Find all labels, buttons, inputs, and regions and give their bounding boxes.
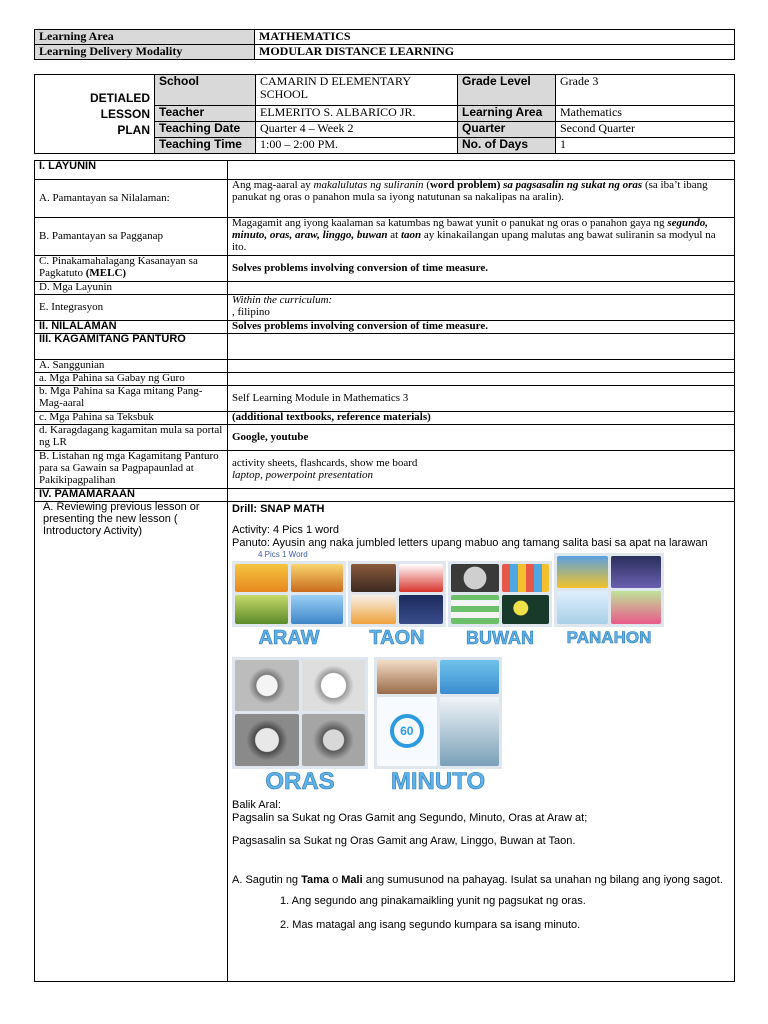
- clocks-picture: [235, 660, 299, 712]
- date-label: Teaching Date: [155, 122, 256, 138]
- word-oras: ORAS: [265, 767, 335, 795]
- modality-label: Learning Delivery Modality: [35, 45, 255, 60]
- sunrise-picture: [235, 564, 288, 593]
- listahan-text: [228, 451, 735, 489]
- school-value: CAMARIN D ELEMENTARY SCHOOL: [256, 75, 458, 106]
- puzzle-caption: 4 Pics 1 Word: [258, 549, 308, 559]
- oras-pictures: [232, 657, 368, 769]
- list-text2: laptop, powerpoint presentation: [232, 468, 374, 481]
- kids-picture: [611, 591, 662, 624]
- time-value: 1:00 – 2:00 PM.: [256, 138, 458, 154]
- activity-title: Activity: 4 Pics 1 word: [232, 524, 339, 537]
- days-value: 1: [556, 138, 735, 154]
- new-year-picture: [351, 595, 396, 624]
- list-text1: activity sheets, flashcards, show me board: [232, 456, 418, 469]
- b-text2: segundo, minuto, oras, araw, linggo, buwan: [232, 217, 708, 241]
- quarter-label: Quarter: [458, 122, 556, 138]
- lesson-plan-table: [34, 160, 735, 982]
- days-label: No. of Days: [458, 138, 556, 154]
- school-label: School: [155, 75, 256, 106]
- grade-label: Grade Level: [458, 75, 556, 106]
- mga-layunin-label: D. Mga Layunin: [35, 282, 228, 295]
- question-item-1: 1. Ang segundo ang pinakamaikling yunit ng pagsukat ng oras.: [280, 895, 586, 908]
- b-text5: ay kinakailangan upang malutas ang bawat suliranin sa modyul na ito.: [232, 228, 716, 253]
- puzzle-oras: [232, 657, 368, 797]
- lightning-picture: [611, 556, 662, 589]
- puzzle-panahon: [554, 553, 664, 651]
- area-label: Learning Area: [458, 106, 556, 122]
- puzzle-row-1: [232, 549, 730, 651]
- old-clocks-picture: [302, 714, 366, 766]
- o-word: o: [329, 874, 342, 887]
- pamantayan-pagganap-text: [228, 218, 735, 256]
- a-text6: (sa iba’t ibang panukat ng oras o panahon mula sa iyong natutunan sa nakalipas na aralin).: [232, 179, 708, 203]
- quarter-value: Second Quarter: [556, 122, 735, 138]
- b-text4: taon: [400, 228, 422, 241]
- date-value: Quarter 4 – Week 2: [256, 122, 458, 138]
- question-item-2: 2. Mas matagal ang isang segundo kumpara sa isang minuto.: [280, 918, 581, 931]
- melc-label: [35, 256, 228, 282]
- crescent-picture: [502, 595, 550, 624]
- sanggunian-label: A. Sanggunian: [35, 360, 228, 373]
- puzzle-taon: [348, 553, 446, 651]
- word-minuto: MINUTO: [390, 767, 486, 795]
- timer-picture: [440, 660, 500, 695]
- mali-word: Mali: [341, 874, 363, 887]
- sagutin-2: ang sumusunod na pahayag. Isulat sa unahan ng bilang ang iyong sagot.: [362, 874, 723, 887]
- stopwatch-60-icon: [390, 714, 424, 748]
- runners-picture: [440, 697, 500, 766]
- dlp-line2: LESSON: [100, 106, 150, 121]
- sunset-picture: [291, 564, 344, 593]
- panahon-pictures: [554, 553, 664, 627]
- gabay-guro-label: a. Mga Pahina sa Gabay ng Guro: [35, 373, 228, 386]
- layunin-header: I. LAYUNIN: [35, 161, 228, 180]
- reviewing-label: A. Reviewing previous lesson or presenting the new lesson ( Introductory Activity): [35, 502, 228, 982]
- sunflower-picture: [557, 556, 608, 589]
- learning-area-label: Learning Area: [35, 30, 255, 45]
- panuto-text: Panuto: Ayusin ang naka jumbled letters upang mabuo ang tamang salita basi sa apat na larawan: [232, 537, 708, 550]
- c-label1: C. Pinakamahalagang Kasanayan sa Pagkatuto: [39, 255, 198, 279]
- teksbuk-text: (additional textbooks, reference materials): [228, 412, 735, 425]
- a-text2: makalulutas ng suliranin: [313, 179, 424, 191]
- fireworks-picture: [399, 595, 444, 624]
- learning-area-table: [34, 29, 735, 60]
- word-buwan: BUWAN: [466, 627, 534, 648]
- integrasyon-label: E. Integrasyon: [35, 295, 228, 321]
- e-text1: Within the curriculum:: [232, 294, 333, 306]
- beach-picture: [291, 595, 344, 624]
- calendar-picture: [399, 564, 444, 593]
- tama-word: Tama: [301, 874, 330, 887]
- month-chart-picture: [451, 595, 499, 624]
- a-text1: Ang mag-aaral ay: [232, 179, 314, 191]
- karagdagang-text: Google, youtube: [228, 425, 735, 451]
- stopwatch-60-number: 60: [400, 723, 414, 738]
- teacher-value: ELMERITO S. ALBARICO JR.: [256, 106, 458, 122]
- word-taon: TAON: [369, 626, 425, 649]
- puzzle-row-2: [232, 657, 730, 797]
- people-picture: [351, 564, 396, 593]
- grade-value: Grade 3: [556, 75, 735, 106]
- word-araw: ARAW: [258, 626, 320, 649]
- karagdagang-label: d. Karagdagang kagamitan mula sa portal ng LR: [35, 425, 228, 451]
- integrasyon-text: [228, 295, 735, 321]
- gabay-guro-empty: [228, 373, 735, 386]
- c-label2: (MELC): [85, 266, 127, 279]
- mga-layunin-empty: [228, 282, 735, 295]
- sagutin-instruction: [232, 874, 730, 887]
- araw-pictures: [232, 561, 346, 627]
- kagamitang-mag-aaral-label: b. Mga Pahina sa Kaga mitang Pang-Mag-aaral: [35, 386, 228, 412]
- pamantayan-nilalaman-text: [228, 180, 735, 218]
- stopwatch-hand-picture: [377, 660, 437, 695]
- kagamitang-label: III. KAGAMITANG PANTURO: [35, 334, 228, 360]
- clock-wall-picture: [302, 660, 366, 712]
- listahan-label: B. Listahan ng mga Kagamitang Panturo para sa Gawain sa Pagpapaunlad at Pakikipagpalihan: [35, 451, 228, 489]
- buwan-pictures: [448, 561, 552, 627]
- learning-area-value: MATHEMATICS: [255, 30, 735, 45]
- time-label: Teaching Time: [155, 138, 256, 154]
- a-text4: word problem): [429, 179, 501, 191]
- snow-picture: [557, 591, 608, 624]
- modality-value: MODULAR DISTANCE LEARNING: [255, 45, 735, 60]
- moon-picture: [451, 564, 499, 593]
- nilalaman-label: II. NILALAMAN: [35, 321, 228, 334]
- balik-aral-2: Pagsasalin sa Sukat ng Oras Gamit ang Araw, Linggo, Buwan at Taon.: [232, 834, 576, 847]
- nilalaman-text: Solves problems involving conversion of time measure.: [228, 321, 735, 334]
- months-picture: [502, 564, 550, 593]
- balik-aral-title: Balik Aral:: [232, 798, 281, 811]
- procedure-content: [228, 502, 735, 982]
- a-text3: (: [423, 179, 430, 191]
- pocket-watch-picture: [235, 714, 299, 766]
- teacher-label: Teacher: [155, 106, 256, 122]
- a-text5: sa pagsasalin ng sukat ng oras: [500, 179, 643, 191]
- b-text1: Magagamit ang iyong kaalaman sa katumbas ng bawat yunit o panukat ng oras o panahon gaya ng: [232, 217, 668, 229]
- pamamaraan-label: IV. PAMAMARAAN: [35, 489, 228, 502]
- dlp-title: [35, 75, 155, 154]
- pamantayan-pagganap-label: B. Pamantayan sa Pagganap: [35, 218, 228, 256]
- puzzle-buwan: [448, 553, 552, 651]
- dlp-line1: DETIALED: [90, 90, 150, 105]
- minuto-pictures: [374, 657, 502, 769]
- sagutin-1: A. Sagutin ng: [232, 874, 302, 887]
- sanggunian-empty: [228, 360, 735, 373]
- e-text2: , filipino: [232, 305, 270, 318]
- b-text3: at: [387, 228, 401, 241]
- lesson-info-table: [34, 74, 735, 154]
- kagamitang-empty: [228, 334, 735, 360]
- teksbuk-label: c. Mga Pahina sa Teksbuk: [35, 412, 228, 425]
- area-value: Mathematics: [556, 106, 735, 122]
- kagamitang-mag-aaral-text: Self Learning Module in Mathematics 3: [228, 386, 735, 412]
- pamamaraan-empty: [228, 489, 735, 502]
- puzzle-minuto: [374, 657, 502, 797]
- balik-aral-1: Pagsalin sa Sukat ng Oras Gamit ang Segundo, Minuto, Oras at Araw at;: [232, 811, 588, 824]
- layunin-empty: [228, 161, 735, 180]
- stopwatch-60-picture: [377, 697, 437, 766]
- drill-title: Drill: SNAP MATH: [232, 503, 325, 515]
- pamantayan-nilalaman-label: A. Pamantayan sa Nilalaman:: [35, 180, 228, 218]
- puzzle-araw: [232, 549, 346, 651]
- field-picture: [235, 595, 288, 624]
- word-panahon: PANAHON: [566, 627, 652, 647]
- melc-text: Solves problems involving conversion of time measure.: [228, 256, 735, 282]
- taon-pictures: [348, 561, 446, 627]
- dlp-line3: PLAN: [117, 123, 150, 138]
